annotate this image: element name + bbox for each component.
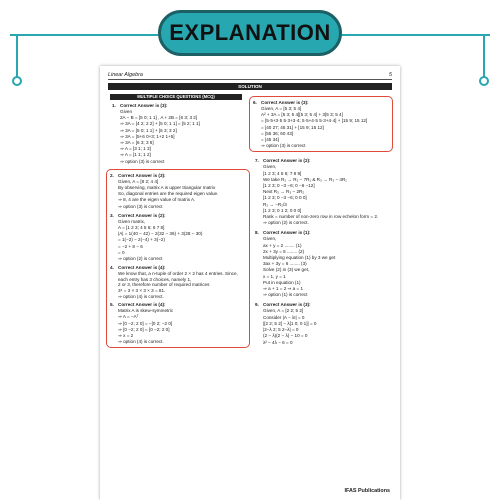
banner-knob-right-icon (479, 76, 489, 86)
banner-title: EXPLANATION (158, 10, 342, 56)
solution-line: = [55 36; 60 43] (261, 130, 294, 136)
solution-line: Given, A = [2 2; 5 2] (263, 308, 304, 314)
banner-knob-left-icon (12, 76, 22, 86)
solution-line: ⇒ [0 −2; 2 0] = −[0 2; −2 0] (118, 320, 173, 326)
solution-line: [1 2 3; 0 −3 −6; 0 0 0] (263, 195, 307, 201)
solution-line: = 1(−2) − 2(−4) + 3(−2) (118, 237, 165, 243)
solution-line: = [45 34] (261, 137, 280, 143)
solution-line: (2 − λ)(2 − λ) − 10 = 0 (263, 333, 308, 339)
page-header (108, 72, 392, 80)
solution-line: Rank = number of non-zero row in row echelon form = 2. (263, 214, 379, 220)
solution-line: ⇒ option (3) is correct (120, 158, 165, 164)
solution-line: We know that, a n-tuple of order 2 × 2 has 4 entries. Since, each entry has 3 choices, namely 1, (118, 271, 238, 282)
solution-line: ⇒ A = −Aᵀ (118, 314, 139, 320)
banner-drop-left (16, 35, 18, 77)
solution-line: ⇒ option (2) is correct. (263, 220, 309, 226)
solution-line: ⇒ 3A = [6 3; 3 6] (120, 140, 154, 146)
solution-line: Solve (2) in (3) we get, (263, 267, 310, 273)
solution-line: We take R₂ → R₂ − 7R₁ & R₃ → R₃ − 4R₁ (263, 176, 347, 182)
solution-line: 2x + 3y = 5 ........ (2) (263, 248, 305, 254)
banner-rail-left (10, 34, 158, 36)
solution-line: x = 1, y = 1 (263, 273, 286, 279)
solution-line: Multiplying equation (1) by 3 we get (263, 255, 336, 261)
solution-line: ⇒ 8, 4 are the eigen value of matrix A. (118, 197, 196, 203)
right-column (255, 96, 389, 350)
solution-line: Put in equation (1) (263, 279, 301, 285)
solution-line: |[2 2; 5 2] − λ[1 0; 0 1]| = 0 (263, 320, 317, 326)
banner (0, 0, 500, 70)
solution-line: ⇒ [0 −2; 2 0] = [0 −2; 2 0] (118, 326, 170, 332)
solution-line: A² + 3A = [5 3; 5 4][5 3; 5 4] + 3[5 3; 5 4] (261, 112, 343, 118)
solution-line: A = [1 2 3; 4 5 6; 6 7 8] (118, 225, 165, 231)
page-number: 5 (389, 72, 392, 78)
solution-line: ax + y = 2 ........ (1) (263, 242, 302, 248)
solution-line: = [40 27; 45 31] + [15 9; 15 12] (261, 124, 324, 130)
subject-title: Linear Algebra (108, 72, 143, 78)
solution-line: So, diagonal entries are the required eigen value. (118, 191, 219, 197)
solution-line: Given, A = [8 2; 4 4] (118, 178, 159, 184)
solution-line: Given, A = [5 3; 5 4] (261, 106, 302, 111)
left-column (112, 103, 246, 352)
solution-line: λ² − 4λ − 6 = 0 (263, 339, 293, 345)
answer-title: 6. Correct Answer is (3): (253, 100, 309, 105)
solution-line: = [5·5+3·5 5·3+3·4; 5·5+4·5 5·3+4·4] + [15 9; 15 12] (261, 118, 368, 124)
solution-line: ⇒ 3A = [4 2; 2 2] + [5 0; 1 1] = [5 2; 1 1] (120, 121, 200, 127)
solution-line: 3ax + 3y = 6 ........ (3) (263, 261, 307, 267)
answer-title: 5. Correct Answer is (4): (110, 302, 166, 308)
solution-line: Given, (263, 164, 277, 170)
answer-2-highlight (106, 169, 250, 349)
answer-title: 4. Correct Answer is (4): (110, 265, 166, 271)
answer-9 (255, 302, 389, 345)
answer-7 (255, 158, 389, 226)
solution-line: Given matrix, (118, 218, 146, 224)
solution-line: ⇒ x = 2 (118, 333, 134, 339)
solution-line: 2A − B = [5 0; 1 1] , A + 2B = [6 3; 3 2] (120, 115, 198, 121)
solution-line: Given (120, 109, 133, 114)
solution-line: Matrix A is skew-symmetric (118, 308, 174, 314)
solution-line: ⇒ option (1) is correct (263, 292, 308, 298)
solution-line: ⇒ option (2) is correct (118, 256, 163, 262)
document-page (100, 66, 400, 500)
answer-title: 2. Correct Answer is (3): (110, 172, 166, 178)
solution-line: ⇒ option (4) is correct. (118, 293, 164, 299)
solution-line: ⇒ A = [3 1; 1 3] (120, 146, 151, 152)
solution-line: By observing, matrix A is upper triangular matrix (118, 185, 216, 191)
solution-line: |2−λ 2; 5 2−λ| = 0 (263, 327, 299, 333)
answer-title: 7. Correct Answer is (2): (255, 158, 311, 164)
solution-line: = 0 (118, 249, 125, 255)
solution-line: ⇒ option (3) is correct (118, 203, 163, 209)
answer-title: 3. Correct Answer is (2): (110, 212, 166, 218)
banner-rail-right (342, 34, 490, 36)
solution-line: 3⁴ = 3 × 3 × 3 × 3 = 81. (118, 288, 166, 294)
solution-line: Given, (263, 236, 277, 242)
solution-line: R₂ → −R₂/3 (263, 201, 287, 207)
answer-title: 9. Correct Answer is (3): (255, 302, 311, 308)
solution-line: ⇒ a + 1 = 2 ⇒ a = 1 (263, 286, 304, 292)
answer-title: 1. Correct Answer is (3): (112, 103, 168, 108)
solution-line: Consider |A − λI| = 0 (263, 314, 305, 320)
solution-line: ⇒ option (4) is correct. (118, 339, 164, 345)
solution-line: [1 2 3; 0 −3 −6; 0 −6 −12] (263, 183, 315, 189)
solution-line: Next R₃ → R₃ − 2R₂ (263, 189, 305, 195)
publisher-footer: IFAS Publications (344, 488, 390, 494)
solution-line: 2 or 3, therefore number of required matrices (118, 282, 210, 288)
solution-line: = −2 + 8 − 6 (118, 243, 143, 249)
answer-title: 8. Correct Answer is (1): (255, 230, 311, 236)
solution-line: |A| = 1(40 − 42) − 2(32 − 36) + 3(28 − 30) (118, 231, 203, 237)
solution-line: [1 2 3; 4 5 6; 7 8 9] (263, 170, 302, 176)
solution-line: [1 2 3; 0 1 2; 0 0 0] (263, 207, 302, 213)
solution-line: ⇒ option (3) is correct (261, 143, 306, 149)
answer-1 (112, 103, 246, 165)
mcq-heading: MULTIPLE CHOICE QUESTIONS (MCQ) (110, 94, 242, 100)
banner-drop-right (483, 35, 485, 77)
solution-line: ⇒ A = [1 1; 1 2] (120, 152, 151, 158)
solution-line: ⇒ 3A = [5 0; 1 1] + [6 3; 3 2] (120, 127, 177, 133)
answer-6-highlight (249, 96, 393, 152)
answer-8 (255, 230, 389, 298)
solution-line: ⇒ 3A = [5+6 0+3; 1+2 1+5] (120, 133, 175, 139)
section-heading: SOLUTION (108, 83, 392, 90)
